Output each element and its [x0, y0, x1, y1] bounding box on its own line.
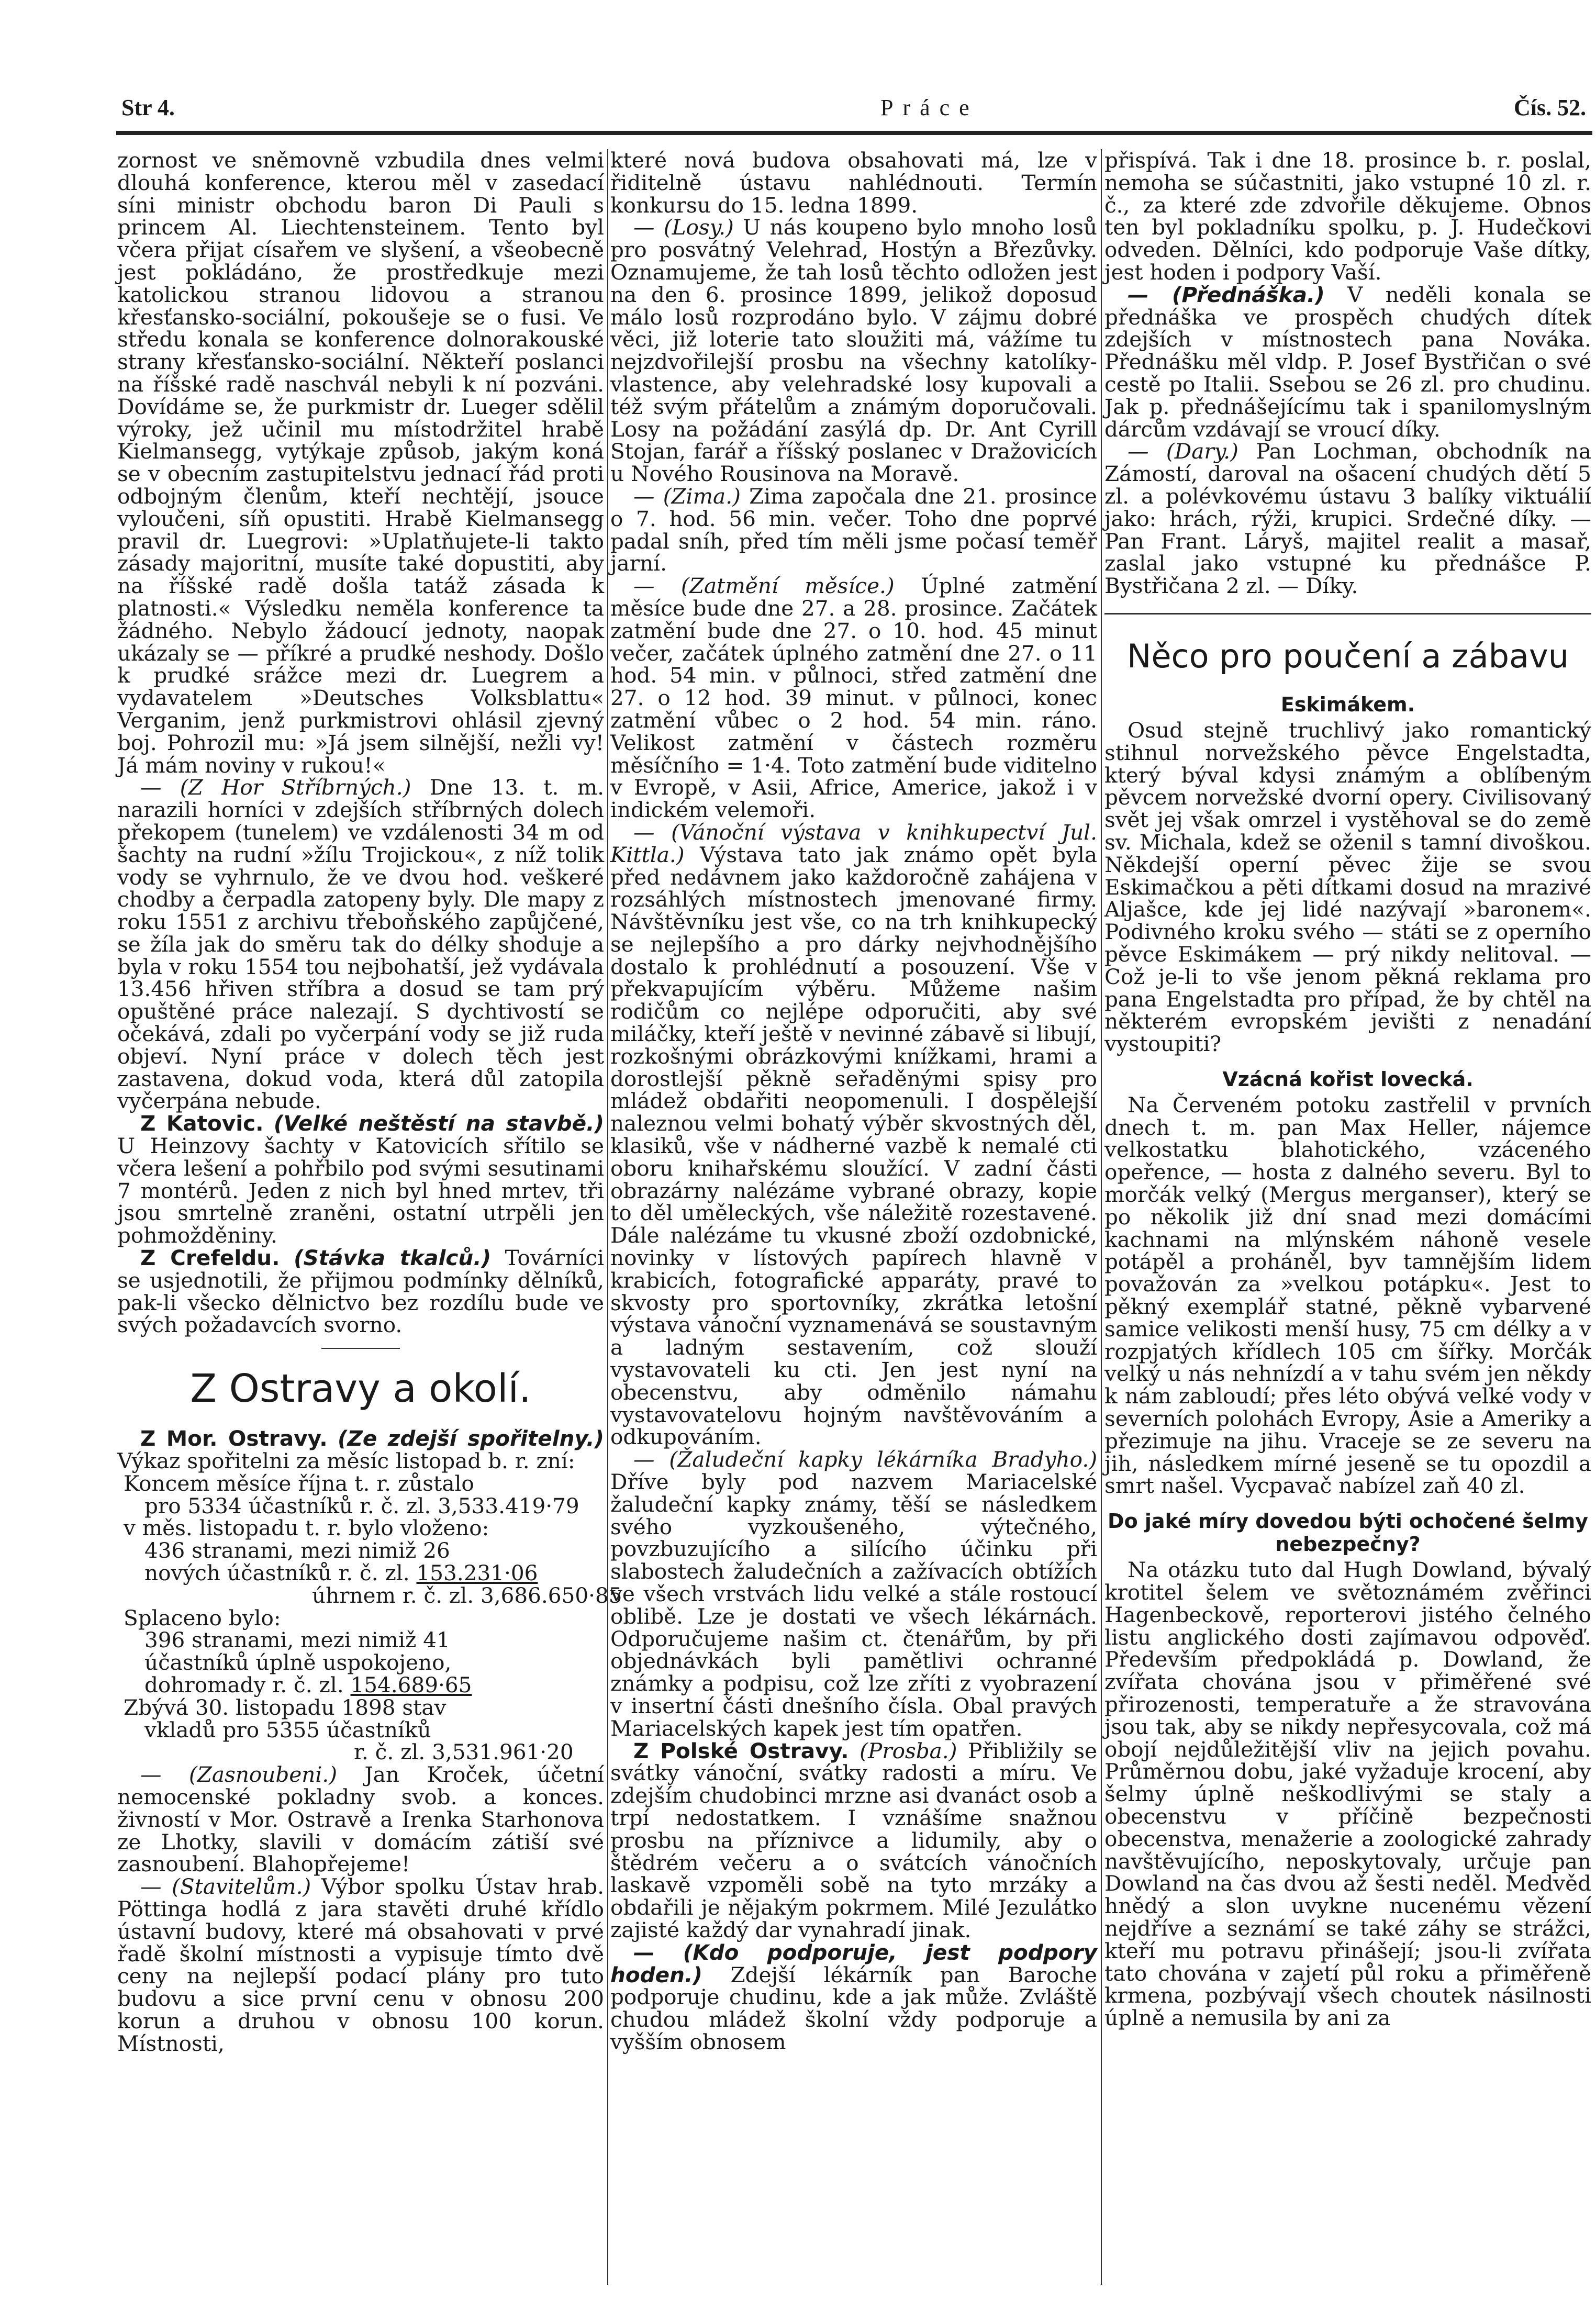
- article-paragraph: [610, 1448, 1097, 1739]
- article-lead: — (Dary.): [1128, 439, 1238, 464]
- article-body: Zdejší lékárník pan Baroche podporuje chudinu, kde a jak může. Zvláště chudou mládež školní vždy podporuje a vyšším obnosem: [610, 1962, 1097, 2054]
- newspaper-title: Práce: [880, 95, 979, 120]
- article-lead: (Ze zdejší spořitelny.): [337, 1426, 605, 1451]
- report-label: dohromady r. č. zl.: [144, 1672, 344, 1697]
- article-paragraph: [610, 1941, 1097, 2053]
- report-line: 396 stranami, mezi nimiž 41: [144, 1627, 450, 1653]
- article-paragraph: [117, 1875, 604, 2054]
- article-lead: — (Stavitelům.): [140, 1874, 311, 1900]
- article-body: Jan Kroček, účetní nemocenské pokladny svob. a konces. živností v Mor. Ostravě a Irenka Starhonova ze Lhotky, slavili v domácím zátiší své zasnoubení. Blahopřejeme!: [117, 1762, 604, 1877]
- article-body: Dne 13. t. m. narazili horníci v zdejších stříbrných dolech překopem (tunelem) ve vzdálenosti 34 m od šachty na rudní »žílu Trojickou«, z níž tolik vody se vyhrnulo, že ve dvou hod. veškeré chodby a čerpadla zatopeny byly. Dle mapy z roku 1551 z archivu třeboňského zapůjčené, se žíla jak do směru tak do délky shoduje a byla v roku 1554 tou nejbohatší, jež vydávala 13.456 hřiven stříbra a dosud se tam prý opuštěné práce nalezají. S dychtivostí se očekává, zdali po vyčerpání vody se již ruda objeví. Nyní práce v dolech těch jest zastavena, dokud voda, která důl zatopila vyčerpána nebude.: [117, 775, 604, 1114]
- column-rule: [1101, 149, 1102, 2285]
- article-paragraph: [117, 1247, 604, 1336]
- subheading: Do jaké míry dovedou býti ochočené šelmy nebezpečny?: [1108, 1510, 1588, 1556]
- article-lead: — (Vánoční výstava v knihkupectví Jul. Kittla.): [610, 819, 1097, 867]
- article-paragraph: [117, 1427, 604, 1472]
- article-paragraph: [1104, 440, 1591, 597]
- article-lead: — (Žaludeční kapky lékárníka Bradyho.): [633, 1447, 1097, 1472]
- article-paragraph: [117, 776, 604, 1112]
- article-body: V neděli konala se přednáška ve prospěch chudých dítek zdejších v místnostech pana Nováka. Přednášku měl vldp. P. Josef Bystřičan o své cestě po Italii. Ssebou se 26 zl. pro chudinu. Jak p. přednášejícímu tak i spanilomyslným dárcům vzdávají se vroucí díky.: [1104, 282, 1591, 442]
- header-rule: [116, 131, 1592, 135]
- article-lead: — (Zima.): [633, 483, 741, 509]
- article-lead: — (Z Hor Stříbrných.): [140, 775, 411, 800]
- report-label: pro 5334 účastníků r. č. zl.: [144, 1493, 431, 1518]
- report-line: účastníků úplně uspokojeno,: [144, 1650, 452, 1676]
- article-lead: — (Přednáška.): [1128, 282, 1325, 307]
- report-amount: 3,533.419·79: [438, 1493, 579, 1518]
- article-body: Přibližily se svátky vánoční, svátky radosti a míru. Ve zdejším chudobinci mrzne asi dvanáct osob a trpí nedostatkem. I vznášíme snažnou prosbu na příznivce a lidumily, aby o štědrém večeru a o svátcích vánočních laskavě vzpoměli sobě na tyto mrzáky a obdařili je nějakým pokrmem. Milé Jezulátko zajisté každý dar vynahradí jinak.: [610, 1738, 1097, 1942]
- report-line: Zbývá 30. listopadu 1898 stav: [124, 1694, 447, 1720]
- article-body: Dříve byly pod nazvem Mariacelské žaludeční kapky známy, těší se následkem svého vyzkoušeného, výtečného, povzbuzujícího a silícího účinku při slabostech žaludečních a zažívacích obtížích ve všech vrstvách lidu velké a stále rostoucí oblibě. Lze je dostati ve všech lékárnách. Odporučujeme našim ct. čtenářům, by při objednávkách byli pamětlivi ochranné známky a podpisu, což lze zříti z vyobrazení v insertní části dnešního čísla. Obal pravých Mariacelských kapek jest tím opatřen.: [610, 1469, 1097, 1741]
- article-paragraph: Na otázku tuto dal Hugh Dowland, bývalý krotitel šelem ve světoznámém zvěřinci Hagenbeckově, reporterovi jistého čelného listu anglického dosti zajímavou odpověď. Především předpokládá p. Dowland, že zvířata chována jsou v přiměřené své přirozenosti, temperatuře a že stravována jsou tak, aby se nikdy nepřesycovala, což má obojí nejdůležitější vliv na jejich povahu. Průměrnou dobu, jaké vyžaduje krocení, aby šelmy úplně neškodlivými se staly a obecenstvu v příčině bezpečnosti obecenstva, menažerie a zoologické zahrady navštěvujícího, neposkytovaly, určuje pan Dowland na čas dvou až šesti neděl. Medvěd hnědý a slon uvykne nucenému vězení nejdříve a seznámí se také záhy se strážci, kteří mu potravu přinášejí; jsou-li zvířata tato chována v zajetí půl roku a přiměřeně krmena, pozbývají všech choutek násilnosti úplně a nemusila by ani za: [1104, 1557, 1591, 2031]
- subheading: Eskimákem.: [1280, 692, 1415, 716]
- section-divider: [1104, 613, 1591, 615]
- article-paragraph: Osud stejně truchlivý jako romantický stihnul norvežského pěvce Engelstadta, který býval kdysi známým a oblíbeným pěvcem norvežské dvorní opery. Civilisovaný svět jej však omrzel i vystěhoval se do země sv. Michala, kdež se oženil s tamní divoškou. Někdejší operní pěvec žije se svou Eskimačkou a pěti dítkami dosud na mrazivé Aljašce, kde jej lidé nazývají »baronem«. Podivného kroku svého — státi se z operního pěvce Eskimákem — prý nikdy nelitoval. — Což je-li to vše jenom pěkná reklama pro pana Engelstadta pro případ, že by chtěl na některém evropském jevišti z nenadání vystoupiti?: [1104, 717, 1591, 1057]
- article-body: Výstava tato jak známo opět byla před nedávnem jako každoročně zahájena v rozsáhlých místnostech jmenované firmy. Návštěvníku jest vše, co na trh knihkupecký se nejlepšího a pro dárky nejvhodnějšího dostalo k prohlédnutí a posouzení. Vše v překvapujícím výběru. Můžeme našim rodičům co nejlépe odporučiti, aby své miláčky, kteří ještě v nevinné zábavě si libují, rozkošnými obrázkovými knížkami, hrami a dorostlejší pěkně seřaděnými spisy pro mládež obdařiti neopomenuli. I dospělejší naleznou velmi bohatý výběr skvostných děl, klasiků, vše v nádherné vazbě k nemalé cti oboru knihařskému sloužící. V zadní části obrazárny nalézáme vybrané obrazy, kopie to děl uměleckých, vše náležitě rozestavené. Dále nalézáme tu vkusné zboží ozdobnické, novinky v lístových papírech hlavně v krabicích, fotografické apparáty, pravé to skvosty pro sportovníky, zkrátka letošní výstava vánoční vyznamenává se soustavným a ladným sestavením, což slouží vystavovateli ku cti. Jen jest nyní na obecenstvu, aby odměnilo námahu vystavovatelovu hojným navštěvováním a odkupováním.: [610, 842, 1097, 1450]
- report-line: vkladů pro 5355 účastníků: [144, 1717, 431, 1742]
- article-paragraph: [610, 485, 1097, 575]
- article-paragraph: [610, 575, 1097, 821]
- column-1: [117, 148, 622, 2285]
- report-line: Koncem měsíce října t. r. zůstalo: [124, 1470, 474, 1496]
- report-line: Splaceno bylo:: [124, 1605, 281, 1630]
- page-number: Str 4.: [121, 95, 175, 120]
- article-lead: (Prosba.): [860, 1738, 957, 1763]
- article-body: Výbor spolku Ústav hrab. Pöttinga hodlá z jara stavěti druhé křídlo ústavní budovy, které má obsahovati v prvé řadě školní místnosti a vypisuje tímto dvě ceny na nejlepší podací plány pro tuto budovu a sice první cenu v obnosu 200 korun a druhou v obnosu 100 korun. Místnosti,: [117, 1874, 605, 2056]
- article-lead: — (Zasnoubeni.): [140, 1762, 337, 1788]
- report-amount: 154.689·65: [350, 1672, 472, 1697]
- subheading: Vzácná kořist lovecká.: [1222, 1067, 1474, 1091]
- article-lead: — (Kdo podporuje, jest podpory hoden.): [610, 1939, 1097, 1987]
- article-lead: — (Losy.): [633, 215, 734, 240]
- report-line: 436 stranami, mezi nimiž 26: [144, 1538, 450, 1563]
- article-paragraph: [610, 216, 1097, 485]
- article-place: Z Mor. Ostravy.: [140, 1426, 328, 1451]
- article-paragraph: které nová budova obsahovati má, lze v řiditelně ústavu nahlédnouti. Termín konkursu do 15. ledna 1899.: [610, 148, 1097, 218]
- report-label: nových účastníků r. č. zl.: [144, 1560, 410, 1586]
- page-header: [116, 94, 1592, 136]
- report-label: r. č. zl.: [354, 1739, 426, 1765]
- article-lead: (Stávka tkalců.): [294, 1245, 492, 1271]
- article-lead: (Velké neštěstí na stavbě.): [273, 1111, 604, 1136]
- report-line: v měs. listopadu t. r. bylo vloženo:: [124, 1515, 489, 1541]
- section-divider: [321, 1348, 400, 1349]
- report-amount: 3,531.961·20: [432, 1739, 574, 1765]
- article-paragraph: přispívá. Tak i dne 18. prosince b. r. poslal, nemoha se súčastniti, jako vstupné 10 zl. r. č., za které zde zdvořile děkujeme. Obnos ten byl pokladníku spolku, p. J. Hudečkovi odveden. Dělníci, kdo podporuje Vaše dítky, jest hoden i podpory Vaší.: [1104, 148, 1591, 285]
- column-3: [1104, 149, 1591, 2285]
- article-paragraph: [1104, 284, 1591, 441]
- article-place: Z Katovic.: [140, 1111, 264, 1136]
- article-paragraph: [610, 821, 1097, 1448]
- article-body: U nás koupeno bylo mnoho losů pro posvátný Velehrad, Hostýn a Březůvky. Oznamujeme, že tah losů těchto odložen jest na den 6. prosince 1899, jelikož doposud málo losů rozprodáno bylo. V zájmu dobré věci, již loterie tato sloužiti má, vážíme tu nejzdvořilejší prosbu na všechny katolíky-vlastence, aby velehradské losy kupovali a též svým přátelům a známým doporučovali. Losy na požádání zasýlá dp. Dr. Ant Cyrill Stojan, farář a říšský poslanec v Dražovicích u Nového Rousinova na Moravě.: [610, 215, 1097, 487]
- article-paragraph: [610, 1740, 1097, 1941]
- article-body: Úplné zatmění měsíce bude dne 27. a 28. prosince. Začátek zatmění bude dne 27. o 10. hod. 45 minut večer, začátek úplného zatmění dne 27. o 11 hod. 54 min. v půlnoci, střed zatmění dne 27. o 12 hod. 39 minut. v půlnoci, konec zatmění vůbec o 2 hod. 54 min. ráno. Velikost zatmění v částech rozměru měsíčního = 1·4. Toto zatmění bude viditelno v Evropě, v Asii, Africe, Americe, jakož i v indickém velemoři.: [610, 573, 1097, 823]
- report-label: úhrnem r. č. zl.: [312, 1582, 474, 1608]
- article-place: Z Polské Ostravy.: [633, 1738, 849, 1763]
- section-heading: Z Ostravy a okolí.: [190, 1366, 531, 1412]
- article-body: Zima započala dne 21. prosince o 7. hod. 56 min. večer. Toho dne poprvé padal sníh, před tím měli jsme počasí teměř jarní.: [610, 483, 1097, 576]
- report-amount: 3,686.650·85: [480, 1582, 622, 1608]
- savings-report: [117, 1470, 622, 1765]
- issue-number: Čís. 52.: [1514, 95, 1587, 120]
- article-body: U Heinzovy šachty v Katovicích sřítilo se včera lešení a pohřbilo pod svými sesutinami 7 montérů. Jeden z nich byl hned mrtev, tři jsou smrtelně zraněni, ostatní utrpěli jen pohmožděniny.: [117, 1133, 604, 1248]
- article-body: Pan Lochman, obchodník na Zámostí, daroval na ošacení chudých dětí 5 zl. a polévkovému ústavu 3 balíky viktuálií jako: hrách, rýži, krupici. Srdečné díky. — Pan Frant. Láryš, majitel realit a masař, zaslal jako vstupné ku přednášce P. Bystřičana 2 zl. — Díky.: [1104, 439, 1592, 599]
- column-rule: [607, 149, 608, 2285]
- column-2: [610, 149, 1097, 2285]
- article-paragraph: [117, 1763, 604, 1875]
- article-place: Z Crefeldu.: [140, 1245, 280, 1271]
- article-paragraph: zornost ve sněmovně vzbudila dnes velmi dlouhá konference, kterou měl v zasedací síni ministr obchodu baron Di Pauli s princem Al. Liechtensteinem. Tento byl včera přijat císařem ve slyšení, a všeobecně jest pokládáno, že prostředkuje mezi katolickou stranou lidovou a stranou křesťansko-sociální, pokoušeje se o fusi. Ve středu konala se konference dolnorakouské strany křesťansko-sociální. Někteří poslanci na říšské radě naschvál nebyli k ní pozváni. Dovídáme se, že purkmistr dr. Lueger sdělil výroky, jež učinil mu místodržitel hrabě Kielmansegg, vytýkaje způsob, jakým koná se v obecním zastupitelstvu jednací řád proti odbojným členům, kteří nechtějí, jsouce vyloučeni, síň opustiti. Hrabě Kielmansegg pravil dr. Luegrovi: »Uplatňujete-li takto zásady majoritní, musíte také dopustiti, aby na říšské radě došla tatáž zásada k platnosti.« Výsledku neměla konference ta žádného. Nebylo žádoucí jednoty, naopak ukázaly se — příkré a prudké neshody. Došlo k prudké srážce mezi dr. Luegrem a vydavatelem »Deutsches Volksblattu« Verganim, jenž purkmistrovi ohlásil zjevný boj. Pohrozil mu: »Já jsem silnější, nežli vy! Já mám noviny v rukou!«: [117, 148, 604, 778]
- article-body: Továrníci se usjednotili, že přijmou podmínky dělníků, pak-li všecko dělnictvo bez rozdílu bude ve svých požadavcích svorno.: [117, 1245, 604, 1338]
- article-body: Výkaz spořitelni za měsíc listopad b. r. zní:: [117, 1448, 575, 1474]
- article-lead: — (Zatmění měsíce.): [633, 573, 895, 599]
- section-heading: Něco pro poučení a zábavu: [1127, 636, 1569, 675]
- article-paragraph: Na Červeném potoku zastřelil v prvních dnech t. m. pan Max Heller, nájemce velkostatku blahotického, vzáceného opeřence, — hosta z dalného severu. Byl to morčák velký (Mergus merganser), který se po několik již dní snad mezi domácími kachnami na mlýnském náhoně vesele potápěl a proháněl, byv tamnějším lidem považován za »velkou potápku«. Jest to pěkný exemplář statné, pěkně vybarvené samice velikosti menší husy, 75 cm délky a v rozpjatých křídlech 105 cm šířky. Morčák velký u nás nehnízdí a v tahu svém jen někdy k nám zabloudí; přes léto obývá velké vody v severních polohách Evropy, Asie a Ameriky a přezimuje na jihu. Vraceje se ze severu na jih, následkem mírné jeseně se tu opozdil a smrt našel. Vycpavač nabízel zaň 40 zl.: [1104, 1092, 1591, 1499]
- report-amount: 153.231·06: [416, 1560, 538, 1586]
- article-paragraph: [117, 1112, 604, 1247]
